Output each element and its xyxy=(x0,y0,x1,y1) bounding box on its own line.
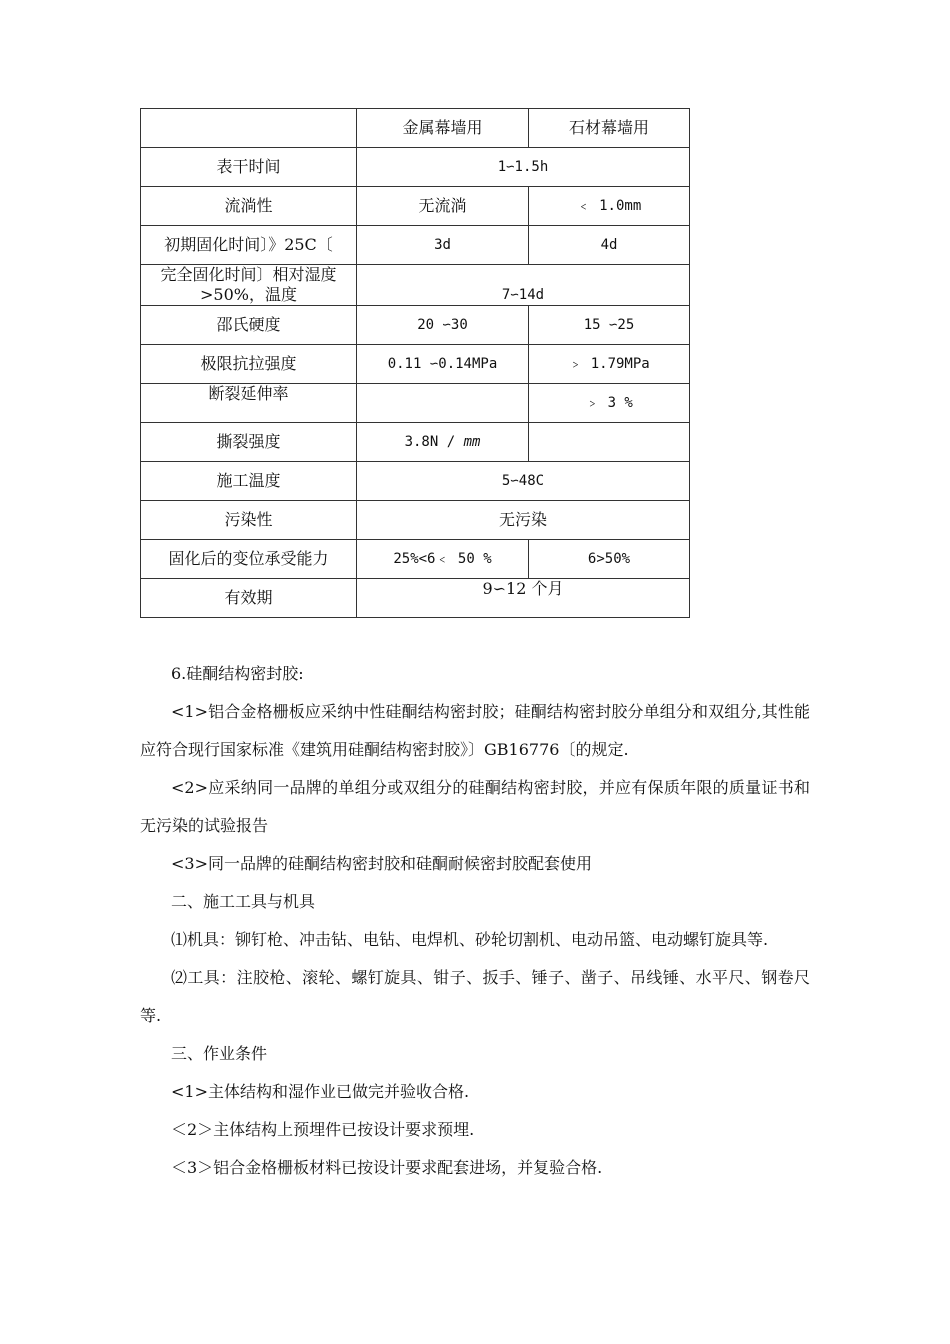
table-row xyxy=(141,384,690,423)
row-label: 施工温度 xyxy=(141,462,357,501)
sealant-properties-table xyxy=(140,108,690,618)
stone-value: 4d xyxy=(529,226,690,265)
stone-value: ﹥ 1.79MPa xyxy=(529,345,690,384)
row-label: 邵氏硬度 xyxy=(141,306,357,345)
paragraph: <1>主体结构和湿作业已做完并验收合格. xyxy=(171,1082,470,1101)
table-row xyxy=(141,579,690,618)
label-line-1: 完全固化时间〕相对湿度 xyxy=(160,265,337,284)
table-row xyxy=(141,265,690,306)
paragraph: ⑵工具：注胶枪、滚轮、螺钉旋具、钳子、扳手、锤子、凿子、吊线锤、水平尺、钢卷尺等. xyxy=(140,968,810,1025)
section-heading-conditions: 三、作业条件 xyxy=(171,1044,268,1063)
row-label xyxy=(141,265,357,306)
metal-value: 无流淌 xyxy=(357,187,529,226)
stone-value xyxy=(529,423,690,462)
section-heading-6: 6.硅酮结构密封胶: xyxy=(171,664,304,683)
row-value: 9∽12 个月 xyxy=(357,579,690,618)
metal-value xyxy=(357,423,529,462)
metal-value: 25%<6﹤ 50 % xyxy=(357,540,529,579)
metal-value: 3d xyxy=(357,226,529,265)
row-value: 1∽1.5h xyxy=(357,148,690,187)
stone-value: 6>50% xyxy=(529,540,690,579)
paragraph: <3>同一品牌的硅酮结构密封胶和硅酮耐候密封胶配套使用 xyxy=(171,854,592,873)
row-label: 流淌性 xyxy=(141,187,357,226)
value-unit: mm xyxy=(463,434,481,450)
paragraph: ⑴机具：铆钉枪、冲击钻、电钻、电焊机、砂轮切割机、电动吊篮、电动螺钉旋具等. xyxy=(171,930,769,949)
table-row xyxy=(141,462,690,501)
stone-value: ﹥ 3 % xyxy=(529,384,690,423)
section-heading-tools: 二、施工工具与机具 xyxy=(171,892,316,911)
row-value: 5∽48C xyxy=(357,462,690,501)
value-number: 3.8N / xyxy=(404,434,464,450)
stone-value: ﹤ 1.0mm xyxy=(529,187,690,226)
table-row xyxy=(141,226,690,265)
label-line-2: >50%，温度 xyxy=(200,285,297,304)
metal-value: 20 ∽30 xyxy=(357,306,529,345)
table-row xyxy=(141,423,690,462)
row-label: 断裂延伸率 xyxy=(141,384,357,423)
header-metal-curtain-wall: 金属幕墙用 xyxy=(357,109,529,148)
metal-value: 0.11 ∽0.14MPa xyxy=(357,345,529,384)
header-blank-cell xyxy=(141,109,357,148)
paragraph: ＜3＞铝合金格栅板材料已按设计要求配套进场，并复验合格. xyxy=(171,1158,603,1177)
header-stone-curtain-wall: 石材幕墙用 xyxy=(529,109,690,148)
stone-value: 15 ∽25 xyxy=(529,306,690,345)
paragraph: <1>铝合金格栅板应采纳中性硅酮结构密封胶；硅酮结构密封胶分单组分和双组分,其性能应符合现行国家标准《建筑用硅酮结构密封胶》〕GB16776〔的规定. xyxy=(140,702,810,759)
row-label: 极限抗拉强度 xyxy=(141,345,357,384)
table-row xyxy=(141,187,690,226)
row-label: 撕裂强度 xyxy=(141,423,357,462)
row-value: 无污染 xyxy=(357,501,690,540)
table-header-row xyxy=(141,109,690,148)
row-label: 初期固化时间〕》25C〔 xyxy=(141,226,357,265)
row-label: 固化后的变位承受能力 xyxy=(141,540,357,579)
row-label: 污染性 xyxy=(141,501,357,540)
table-row xyxy=(141,345,690,384)
table-row xyxy=(141,148,690,187)
row-label: 表干时间 xyxy=(141,148,357,187)
table-row xyxy=(141,501,690,540)
paragraph: ＜2＞主体结构上预埋件已按设计要求预埋. xyxy=(171,1120,475,1139)
table-row xyxy=(141,306,690,345)
metal-value xyxy=(357,384,529,423)
paragraph: <2>应采纳同一品牌的单组分或双组分的硅酮结构密封胶，并应有保质年限的质量证书和无污染的试验报告 xyxy=(140,778,810,835)
table-row xyxy=(141,540,690,579)
row-value: 7∽14d xyxy=(357,265,690,306)
row-label: 有效期 xyxy=(141,579,357,618)
body-text xyxy=(140,655,810,1187)
